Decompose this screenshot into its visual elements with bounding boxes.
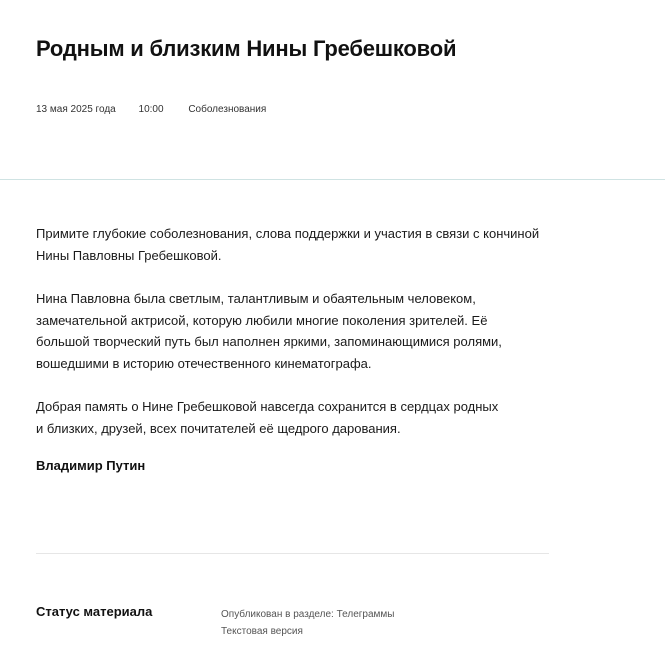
status-info	[221, 606, 394, 640]
paragraph-line: Нины Павловны Гребешковой.	[36, 247, 222, 263]
paragraph-line: Примите глубокие соболезнования, слова поддержки и участия в связи с кончиной	[36, 226, 540, 241]
signature: Владимир Путин	[36, 458, 146, 473]
paragraph-3	[36, 396, 556, 439]
divider	[36, 553, 549, 554]
text-version-link[interactable]: Текстовая версия	[221, 626, 303, 637]
category-link[interactable]: Соболезнования	[188, 104, 267, 115]
page-title: Родным и близким Нины Гребешковой	[36, 36, 457, 61]
published-section-link[interactable]: Опубликован в разделе: Телеграммы	[221, 609, 395, 620]
status-label: Статус материала	[36, 604, 153, 619]
paragraph-line: и близких, друзей, всех почитателей её щедрого дарования.	[36, 420, 401, 436]
paragraph-line: замечательной актрисой, которую любили многие поколения зрителей. Её	[36, 312, 488, 328]
paragraph-line: Нина Павловна была светлым, талантливым и обаятельным человеком,	[36, 291, 476, 306]
article-body	[36, 223, 556, 461]
article-meta	[36, 104, 266, 115]
publication-time: 10:00	[138, 104, 164, 115]
article-header	[0, 0, 665, 180]
paragraph-line: вошедшими в историю отечественного кинематографа.	[36, 355, 372, 371]
paragraph-2	[36, 288, 556, 374]
paragraph-line: большой творческий путь был наполнен яркими, запоминающимися ролями,	[36, 334, 502, 349]
paragraph-1	[36, 223, 556, 266]
publication-date: 13 мая 2025 года	[36, 104, 116, 115]
paragraph-line: Добрая память о Нине Гребешковой навсегда сохранится в сердцах родных	[36, 399, 499, 414]
